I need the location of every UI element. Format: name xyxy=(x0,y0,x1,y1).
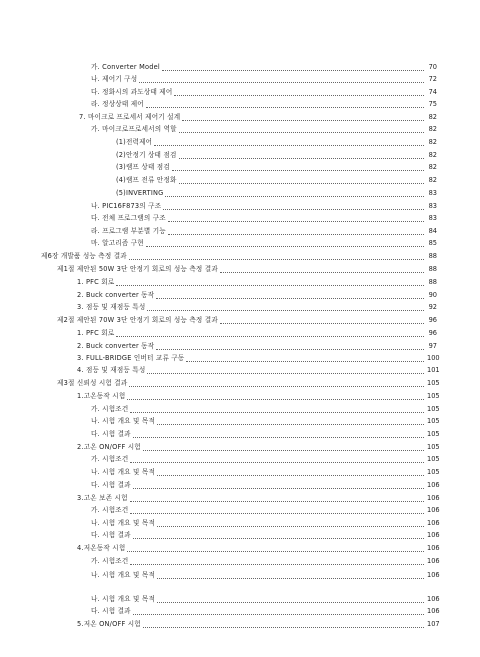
leader-dots xyxy=(127,399,424,400)
toc-entry: 다. 전체 프로그램의 구조 83 xyxy=(91,214,437,222)
toc-entry: (1)전력제어 82 xyxy=(116,138,437,146)
toc-entry: 나. 시험 개요 및 목적 106 xyxy=(91,571,440,579)
toc-entry: (5)INVERTING 83 xyxy=(116,189,437,197)
leader-dots xyxy=(116,336,424,337)
leader-dots xyxy=(157,526,424,527)
leader-dots xyxy=(172,170,424,171)
leader-dots xyxy=(165,196,424,197)
toc-entry: 다. 시험 결과 105 xyxy=(91,430,440,438)
leader-dots xyxy=(156,298,424,299)
leader-dots xyxy=(143,627,424,628)
toc-entry: 2. Buck converter 동작 97 xyxy=(77,342,437,350)
toc-entry: 가. 시험조건 105 xyxy=(91,455,440,463)
leader-dots xyxy=(147,310,424,311)
toc-entry: 4.저온동작 시험 106 xyxy=(77,544,440,552)
toc-entry: (4)램프 전류 안정화 82 xyxy=(116,176,437,184)
leader-dots xyxy=(179,183,424,184)
toc-entry: 가. 시험조건 105 xyxy=(91,405,440,413)
toc-entry: 3. FULL-BRIDGE 인버터 교류 구동 100 xyxy=(77,354,440,362)
toc-entry: 다. 시험 결과 106 xyxy=(91,531,440,539)
leader-dots xyxy=(154,145,424,146)
toc-entry: 가. 시험조건 106 xyxy=(91,506,440,514)
toc-entry: 라. 프로그램 부분별 기능 84 xyxy=(91,227,437,235)
leader-dots xyxy=(220,323,424,324)
leader-dots xyxy=(133,437,424,438)
leader-dots xyxy=(179,132,424,133)
toc-entry: 3.고온 보존 시험 106 xyxy=(77,494,440,502)
leader-dots xyxy=(220,272,424,273)
toc-entry: 다. 시험 결과 106 xyxy=(91,481,440,489)
leader-dots xyxy=(130,513,424,514)
leader-dots xyxy=(162,70,424,71)
toc-entry: 라. 정상상태 제어 75 xyxy=(91,100,437,108)
toc-entry: 4. 점등 및 재점등 특성 101 xyxy=(77,366,440,374)
leader-dots xyxy=(146,107,424,108)
leader-dots xyxy=(133,538,424,539)
leader-dots xyxy=(157,602,424,603)
leader-dots xyxy=(182,120,424,121)
leader-dots xyxy=(130,564,424,565)
toc-entry: 다. 정화시의 과도상태 제어 74 xyxy=(91,88,437,96)
leader-dots xyxy=(130,501,424,502)
leader-dots xyxy=(186,361,424,362)
toc-entry: 나. PIC16F873의 구조 83 xyxy=(91,202,437,210)
toc-entry: 다. 시험 결과 106 xyxy=(91,607,440,615)
leader-dots xyxy=(143,450,424,451)
leader-dots xyxy=(133,614,424,615)
toc-entry: 가. 마이크로프로세서의 역할 82 xyxy=(91,125,437,133)
toc-entry: 가. 시험조건 106 xyxy=(91,557,440,565)
leader-dots xyxy=(157,475,424,476)
leader-dots xyxy=(133,488,424,489)
toc-entry: 1.고온동작 시험 105 xyxy=(77,392,440,400)
toc-entry: 마. 알고리즘 구현 85 xyxy=(91,239,437,247)
leader-dots xyxy=(174,95,424,96)
toc-entry: (3)램프 상태 점검 82 xyxy=(116,163,437,171)
toc-entry: 제6장 개발품 성능 측정 결과 88 xyxy=(41,252,437,260)
leader-dots xyxy=(139,82,424,83)
leader-dots xyxy=(168,221,424,222)
leader-dots xyxy=(146,246,424,247)
toc-entry: 나. 시험 개요 및 목적 105 xyxy=(91,468,440,476)
leader-dots xyxy=(127,551,424,552)
leader-dots xyxy=(129,386,424,387)
toc-entry: 제2절 제안된 70W 3단 안정기 회로의 성능 측정 결과 96 xyxy=(57,316,437,324)
toc-entry: 2.고온 ON/OFF 시험 105 xyxy=(77,443,440,451)
toc-entry: 나. 제어기 구성 72 xyxy=(91,75,437,83)
toc-entry: 나. 시험 개요 및 목적 105 xyxy=(91,417,440,425)
toc-entry: 2. Buck converter 동작 90 xyxy=(77,291,437,299)
toc-entry: 1. PFC 회로 96 xyxy=(77,329,437,337)
leader-dots xyxy=(156,349,424,350)
leader-dots xyxy=(179,158,424,159)
leader-dots xyxy=(157,424,424,425)
leader-dots xyxy=(129,259,424,260)
leader-dots xyxy=(147,373,424,374)
leader-dots xyxy=(163,209,424,210)
toc-entry: 1. PFC 회로 88 xyxy=(77,278,437,286)
toc-entry: 7. 마이크로 프로세서 제어기 설계 82 xyxy=(79,113,437,121)
toc-entry: 나. 시험 개요 및 목적 106 xyxy=(91,519,440,527)
toc-entry: 제1절 제안된 50W 3단 안정기 회로의 성능 측정 결과 88 xyxy=(57,265,437,273)
toc-entry: 5.저온 ON/OFF 시험 107 xyxy=(77,620,440,628)
toc-entry: (2)안정기 상태 점검 82 xyxy=(116,151,437,159)
leader-dots xyxy=(116,285,424,286)
leader-dots xyxy=(130,462,424,463)
leader-dots xyxy=(130,412,424,413)
toc-entry: 3. 점등 및 재점등 특성 92 xyxy=(77,303,437,311)
leader-dots xyxy=(168,234,424,235)
toc-entry: 제3절 신뢰성 시험 결과 105 xyxy=(57,379,440,387)
toc-entry: 가. Converter Model 70 xyxy=(91,63,437,71)
toc-entry: 나. 시험 개요 및 목적 106 xyxy=(91,595,440,603)
